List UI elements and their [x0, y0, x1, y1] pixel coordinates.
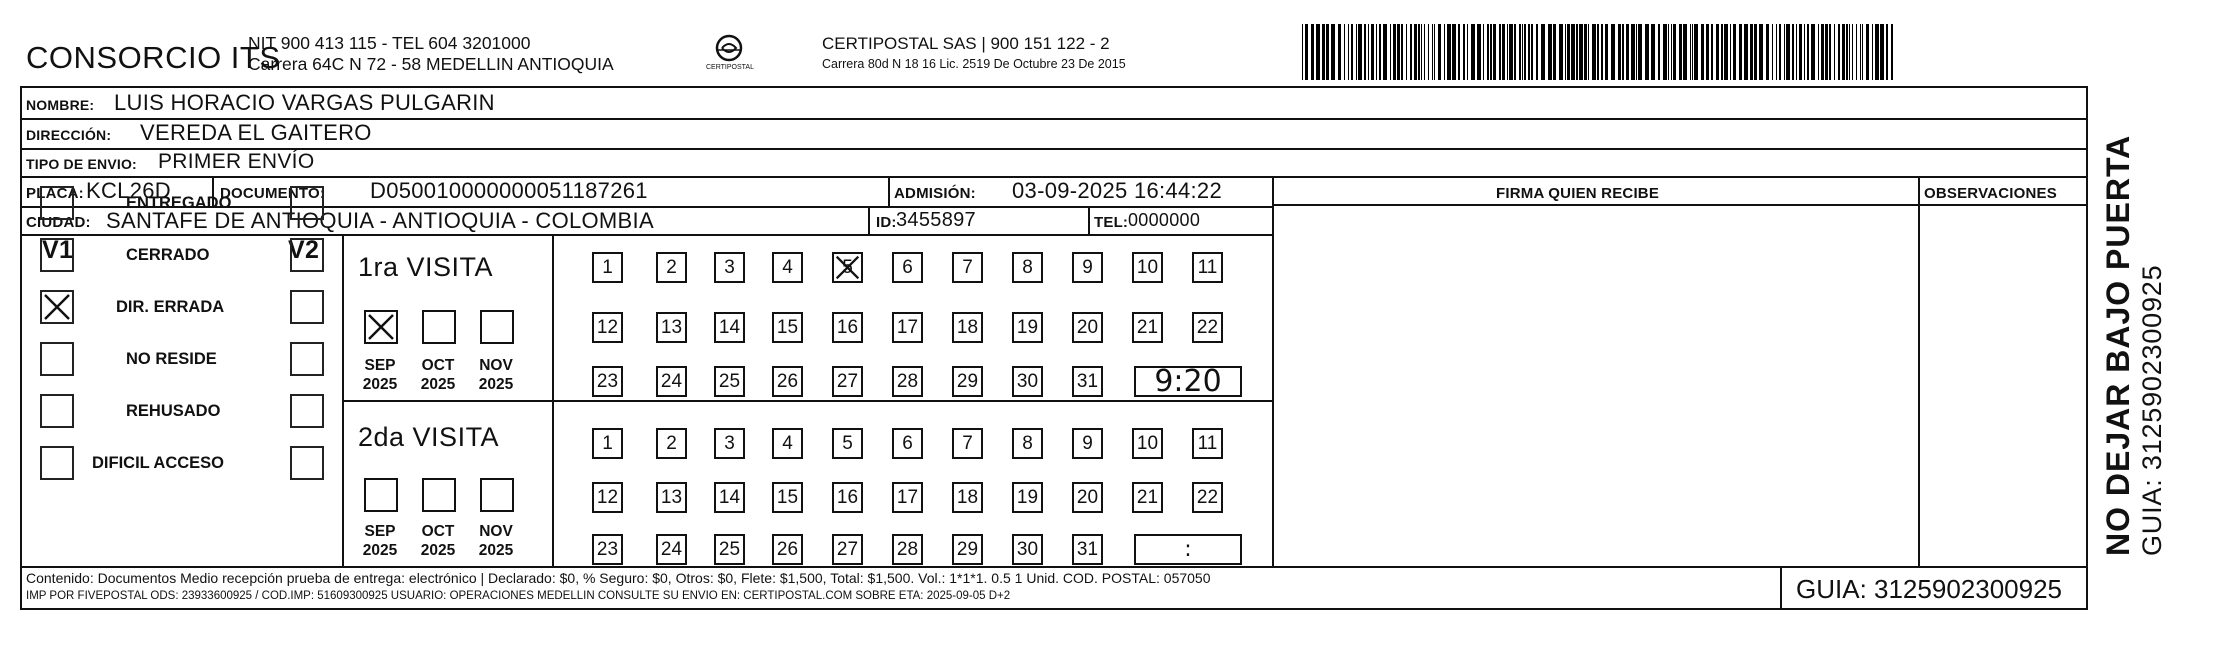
ciudad-label: CIUDAD:: [26, 214, 91, 231]
nombre-label: NOMBRE:: [26, 97, 95, 113]
day-number: 8: [1022, 257, 1033, 278]
imp-line: IMP POR FIVEPOSTAL ODS: 23933600925 / COD.IMP: 51609300925 USUARIO: OPERACIONES MEDELLIN CONSULTE SU ENVIO EN: CERTIPOSTAL.COM SOBRE ETA: 2025-09-05 D+2: [26, 590, 1011, 602]
day-number: 20: [1076, 487, 1099, 508]
day-box[interactable]: [1072, 428, 1103, 459]
day-number: 12: [596, 317, 619, 338]
day-number: 6: [902, 257, 913, 278]
day-box[interactable]: [892, 534, 923, 565]
month-label: [358, 356, 402, 394]
day-number: 2: [666, 433, 677, 454]
day-box[interactable]: [892, 252, 923, 283]
day-number: 24: [660, 539, 683, 560]
month-checkbox[interactable]: [364, 310, 398, 344]
month-label: [474, 356, 518, 394]
day-number: 1: [602, 257, 613, 278]
nombre-value: LUIS HORACIO VARGAS PULGARIN: [114, 90, 495, 115]
day-box[interactable]: [592, 252, 623, 283]
day-number: 25: [718, 371, 741, 392]
day-box[interactable]: [1192, 252, 1223, 283]
day-box[interactable]: [1012, 482, 1043, 513]
month-year: 2025: [420, 542, 456, 559]
month-label: [474, 522, 518, 560]
status-label: NO RESIDE: [126, 350, 217, 368]
id-label: ID:: [876, 214, 897, 231]
day-number: 22: [1196, 487, 1219, 508]
day-number: 21: [1136, 317, 1159, 338]
day-number: 14: [718, 487, 741, 508]
day-number: 4: [782, 257, 793, 278]
tipo-envio-label: TIPO DE ENVIO:: [26, 156, 137, 172]
month-year: 2025: [420, 376, 456, 393]
v2-checkbox[interactable]: [290, 342, 324, 376]
day-box[interactable]: [592, 312, 623, 343]
admision-value: 03-09-2025 16:44:22: [1012, 178, 1222, 203]
month-checkbox[interactable]: [364, 478, 398, 512]
day-number: 21: [1136, 487, 1159, 508]
day-number: 11: [1197, 257, 1218, 278]
visit1-title: 1ra VISITA: [358, 252, 494, 282]
day-number: 16: [836, 317, 859, 338]
side-notice: [2100, 135, 2168, 556]
day-box[interactable]: [832, 252, 863, 283]
visit2-title: 2da VISITA: [358, 422, 500, 452]
day-box[interactable]: [1132, 428, 1163, 459]
placa-label: PLACA:: [26, 185, 84, 202]
day-number: 8: [1022, 433, 1033, 454]
day-number: 31: [1076, 539, 1099, 560]
day-number: 15: [776, 317, 799, 338]
day-box[interactable]: [1072, 534, 1103, 565]
tel-label: TEL:: [1094, 214, 1129, 231]
month-name: NOV: [479, 523, 513, 540]
x-mark-icon: [366, 312, 396, 342]
time-value: 9:20: [1154, 364, 1222, 399]
company-name: CONSORCIO ITS: [26, 40, 281, 75]
time-value: :: [1184, 537, 1192, 562]
day-number: 23: [596, 371, 619, 392]
day-box[interactable]: [1012, 252, 1043, 283]
day-box[interactable]: [1132, 482, 1163, 513]
day-box[interactable]: [1072, 312, 1103, 343]
v2-checkbox[interactable]: [290, 186, 324, 220]
status-label: REHUSADO: [126, 402, 221, 420]
direccion-value: VEREDA EL GAITERO: [140, 120, 372, 145]
day-number: 3: [724, 257, 735, 278]
day-box[interactable]: [656, 428, 687, 459]
certipostal-logo: [704, 30, 754, 80]
x-mark-icon: [834, 254, 861, 281]
day-number: 1: [602, 433, 613, 454]
license-line: Carrera 80d N 18 16 Lic. 2519 De Octubre 23 De 2015: [822, 57, 1126, 71]
day-box[interactable]: [1012, 428, 1043, 459]
day-box[interactable]: [772, 366, 803, 397]
day-box[interactable]: [892, 366, 923, 397]
barcode: [1302, 24, 1894, 80]
day-number: 31: [1076, 371, 1099, 392]
placa-value: KCL26D: [86, 178, 171, 203]
day-box[interactable]: [1072, 366, 1103, 397]
day-box[interactable]: [1132, 312, 1163, 343]
day-box[interactable]: [952, 312, 983, 343]
day-number: 13: [660, 487, 683, 508]
day-number: 30: [1016, 371, 1039, 392]
day-number: 25: [718, 539, 741, 560]
admision-label: ADMISIÓN:: [894, 185, 976, 202]
day-box[interactable]: [892, 428, 923, 459]
day-box[interactable]: [656, 312, 687, 343]
day-box[interactable]: [656, 534, 687, 565]
status-label: DIFICIL ACCESO: [92, 454, 225, 472]
day-number: 26: [776, 539, 799, 560]
month-name: OCT: [421, 357, 455, 374]
month-label: [358, 522, 402, 560]
v2-checkbox[interactable]: [290, 446, 324, 480]
day-number: 27: [836, 539, 859, 560]
day-box[interactable]: [832, 482, 863, 513]
day-box[interactable]: [832, 366, 863, 397]
day-number: 15: [776, 487, 799, 508]
day-box[interactable]: [714, 252, 745, 283]
day-number: 20: [1076, 317, 1099, 338]
delivery-form: [20, 86, 2088, 610]
month-checkbox[interactable]: [422, 310, 456, 344]
day-number: 23: [596, 539, 619, 560]
day-box[interactable]: [772, 428, 803, 459]
day-number: 9: [1082, 433, 1093, 454]
day-number: 17: [896, 487, 919, 508]
contenido-line: Contenido: Documentos Medio recepción prueba de entrega: electrónico | Declarado: $0, % Seguro: $0, Otros: $0, Flete: $1,500, Total: $1,500. Vol.: 1*1*1. 0.5 1 Unid. COD. POSTAL: 057050: [26, 570, 1211, 586]
v1-checkbox[interactable]: [40, 446, 74, 480]
nit-line: NIT 900 413 115 - TEL 604 3201000: [248, 33, 531, 53]
month-year: 2025: [362, 542, 398, 559]
day-number: 2: [666, 257, 677, 278]
v1-checkbox[interactable]: [40, 186, 74, 220]
day-box[interactable]: [1012, 534, 1043, 565]
logo-text: CERTIPOSTAL: [706, 64, 754, 71]
day-number: 12: [596, 487, 619, 508]
day-box[interactable]: [892, 482, 923, 513]
month-year: 2025: [478, 376, 514, 393]
month-checkbox[interactable]: [480, 478, 514, 512]
day-number: 17: [896, 317, 919, 338]
day-box[interactable]: [772, 534, 803, 565]
v2-checkbox[interactable]: [290, 394, 324, 428]
day-number: 5: [842, 257, 853, 278]
day-number: 14: [718, 317, 741, 338]
day-box[interactable]: [952, 366, 983, 397]
day-number: 19: [1016, 317, 1039, 338]
day-number: 28: [896, 539, 919, 560]
day-box[interactable]: [1072, 252, 1103, 283]
day-box[interactable]: [952, 428, 983, 459]
month-label: [416, 356, 460, 394]
day-number: 4: [782, 433, 793, 454]
day-box[interactable]: [772, 312, 803, 343]
day-box[interactable]: [772, 252, 803, 283]
day-box[interactable]: [714, 366, 745, 397]
v2-checkbox[interactable]: [290, 238, 324, 272]
v1-checkbox[interactable]: [40, 238, 74, 272]
day-box[interactable]: [1192, 428, 1223, 459]
day-box[interactable]: [656, 252, 687, 283]
day-box[interactable]: [832, 428, 863, 459]
day-box[interactable]: [592, 534, 623, 565]
status-label: CERRADO: [126, 246, 210, 264]
day-number: 18: [956, 317, 979, 338]
day-number: 7: [962, 257, 973, 278]
month-checkbox[interactable]: [480, 310, 514, 344]
day-box[interactable]: [714, 428, 745, 459]
day-box[interactable]: [952, 252, 983, 283]
day-number: 11: [1197, 433, 1218, 454]
v1-checkbox[interactable]: [40, 290, 74, 324]
documento-label: DOCUMENTO:: [220, 185, 326, 202]
day-number: 19: [1016, 487, 1039, 508]
documento-value: D050010000000051187261: [370, 178, 648, 203]
time-box[interactable]: [1134, 534, 1242, 565]
day-box[interactable]: [1012, 366, 1043, 397]
day-number: 28: [896, 371, 919, 392]
day-box[interactable]: [1192, 312, 1223, 343]
address-line: Carrera 64C N 72 - 58 MEDELLIN ANTIOQUIA: [248, 54, 614, 74]
day-number: 10: [1136, 433, 1159, 454]
day-box[interactable]: [592, 482, 623, 513]
day-box[interactable]: [714, 482, 745, 513]
observaciones-label: OBSERVACIONES: [1924, 185, 2057, 202]
firma-label: FIRMA QUIEN RECIBE: [1496, 185, 1660, 202]
day-number: 10: [1136, 257, 1159, 278]
day-number: 24: [660, 371, 683, 392]
day-number: 13: [660, 317, 683, 338]
day-box[interactable]: [952, 482, 983, 513]
v1-checkbox[interactable]: [40, 394, 74, 428]
month-year: 2025: [478, 542, 514, 559]
day-number: 5: [842, 433, 853, 454]
v2-header: V2: [288, 236, 320, 264]
month-checkbox[interactable]: [422, 478, 456, 512]
month-year: 2025: [362, 376, 398, 393]
side-guia-text: GUIA: 3125902300925: [2137, 264, 2167, 556]
day-box[interactable]: [832, 312, 863, 343]
month-name: SEP: [364, 523, 396, 540]
tipo-envio-value: PRIMER ENVÍO: [158, 150, 315, 173]
day-number: 30: [1016, 539, 1039, 560]
day-box[interactable]: [892, 312, 923, 343]
v1-checkbox[interactable]: [40, 342, 74, 376]
v1-header: V1: [42, 236, 74, 264]
day-number: 18: [956, 487, 979, 508]
v2-checkbox[interactable]: [290, 290, 324, 324]
time-box[interactable]: [1134, 366, 1242, 397]
company-info: [248, 33, 614, 75]
day-box[interactable]: [656, 366, 687, 397]
day-number: 9: [1082, 257, 1093, 278]
day-number: 6: [902, 433, 913, 454]
id-value: 3455897: [896, 209, 976, 231]
guia-number: GUIA: 3125902300925: [1796, 574, 2062, 604]
day-box[interactable]: [656, 482, 687, 513]
day-box[interactable]: [1192, 482, 1223, 513]
ciudad-value: SANTAFE DE ANTIOQUIA - ANTIOQUIA - COLOMBIA: [106, 208, 654, 233]
day-number: 29: [956, 539, 979, 560]
month-label: [416, 522, 460, 560]
day-box[interactable]: [952, 534, 983, 565]
x-mark-icon: [42, 292, 72, 322]
day-number: 7: [962, 433, 973, 454]
status-label: ENTREGADO: [126, 194, 232, 212]
day-number: 22: [1196, 317, 1219, 338]
status-label: DIR. ERRADA: [116, 298, 225, 316]
day-box[interactable]: [714, 312, 745, 343]
day-box[interactable]: [714, 534, 745, 565]
day-box[interactable]: [772, 482, 803, 513]
day-box[interactable]: [592, 428, 623, 459]
day-box[interactable]: [1072, 482, 1103, 513]
day-number: 27: [836, 371, 859, 392]
month-name: NOV: [479, 357, 513, 374]
direccion-label: DIRECCIÓN:: [26, 127, 112, 143]
day-number: 26: [776, 371, 799, 392]
day-box[interactable]: [592, 366, 623, 397]
month-name: OCT: [421, 523, 455, 540]
day-number: 29: [956, 371, 979, 392]
day-box[interactable]: [1132, 252, 1163, 283]
certipostal-info: [822, 33, 1126, 75]
day-number: 16: [836, 487, 859, 508]
day-box[interactable]: [1012, 312, 1043, 343]
day-number: 3: [724, 433, 735, 454]
day-box[interactable]: [832, 534, 863, 565]
cert-line: CERTIPOSTAL SAS | 900 151 122 - 2: [822, 34, 1110, 53]
month-name: SEP: [364, 357, 396, 374]
no-dejar-text: NO DEJAR BAJO PUERTA: [2100, 134, 2136, 556]
tel-value: 0000000: [1128, 210, 1201, 230]
